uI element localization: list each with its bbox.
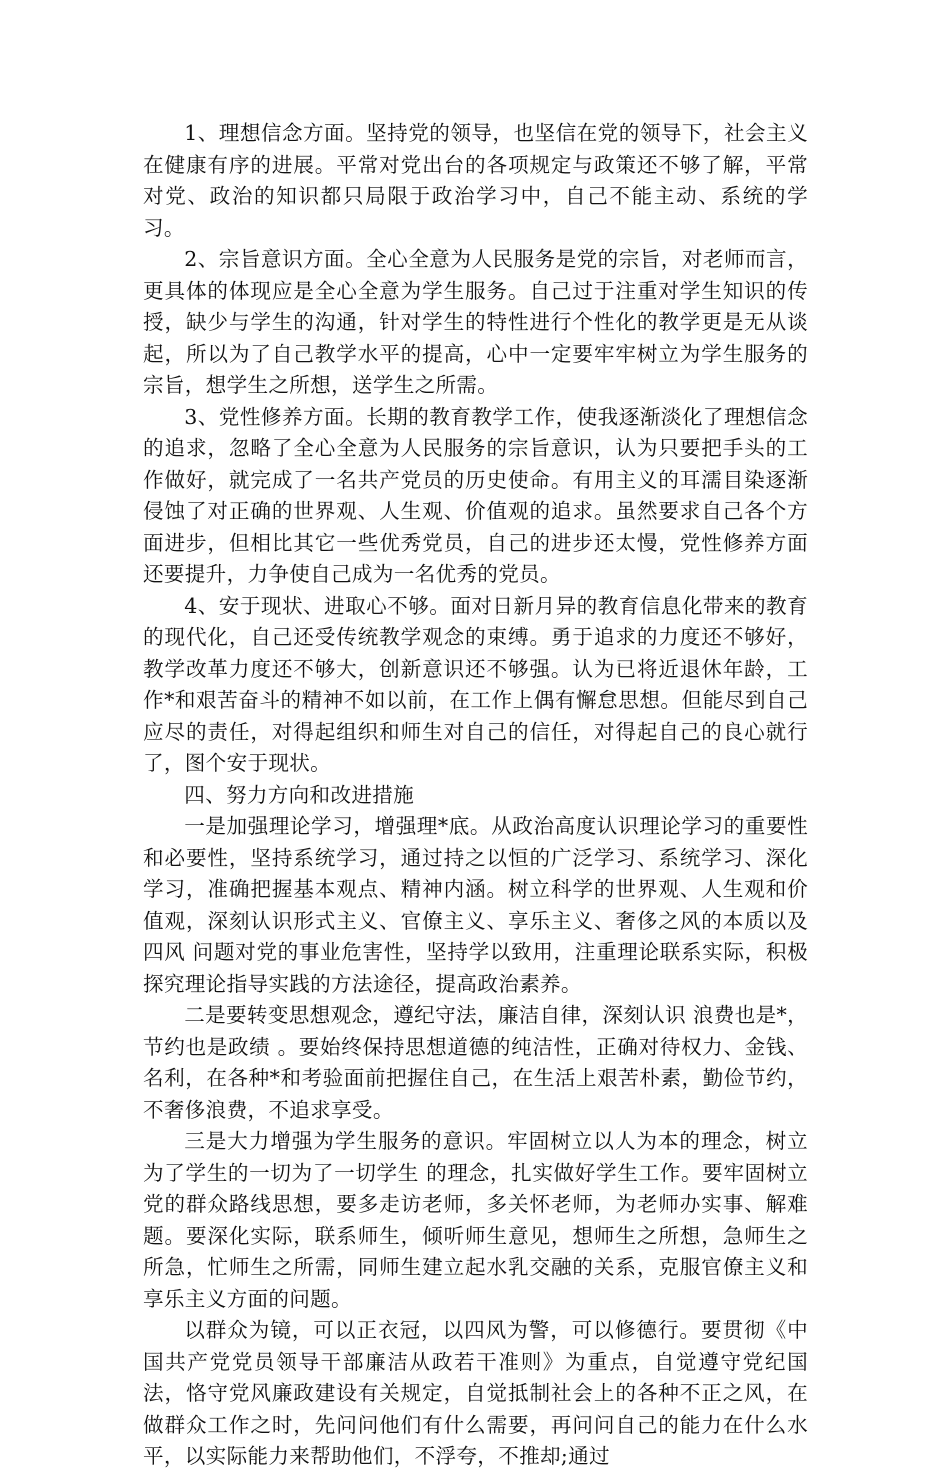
- paragraph-purpose-awareness: 2、宗旨意识方面。全心全意为人民服务是党的宗旨，对老师而言，更具体的体现应是全心全意为学生服务。自己过于注重对学生知识的传授，缺少与学生的沟通，针对学生的特性进行个性化的教学更是无从谈起，所以为了自己教学水平的提高，心中一定要牢牢树立为学生服务的宗旨，想学生之所想，送学生之所需。: [143, 247, 808, 397]
- paragraph-party-spirit: 3、党性修养方面。长期的教育教学工作，使我逐渐淡化了理想信念的追求，忽略了全心全意为人民服务的宗旨意识，认为只要把手头的工作做好，就完成了一名共产党员的历史使命。有用主义的耳濡目染逐渐侵蚀了对正确的世界观、人生观、价值观的追求。虽然要求自己各个方面进步，但相比其它一些优秀党员，自己的进步还太慢，党性修养方面还要提升，力争使自己成为一名优秀的党员。: [143, 404, 808, 586]
- paragraph-ideals-faith: 1、理想信念方面。坚持党的领导，也坚信在党的领导下，社会主义在健康有序的进展。平常对党出台的各项规定与政策还不够了解，平常对党、政治的知识都只局限于政治学习中，自己不能主动、系统的学习。: [143, 121, 808, 240]
- paragraph-theory-study: 一是加强理论学习，增强理*底。从政治高度认识理论学习的重要性和必要性，坚持系统学习，通过持之以恒的广泛学习、系统学习、深化学习，准确把握基本观点、精神内涵。树立科学的世界观、人生观和价值观，深刻认识形式主义、官僚主义、享乐主义、奢侈之风的本质以及 四风 问题对党的事业危害性，坚持学以致用，注重理论联系实际，积极探究理论指导实践的方法途径，提高政治素养。: [143, 814, 808, 996]
- paragraph-mindset-change: 二是要转变思想观念，遵纪守法，廉洁自律，深刻认识 浪费也是*，节约也是政绩 。要始终保持思想道德的纯洁性，正确对待权力、金钱、名利，在各种*和考验面前把握住自己，在生活上艰苦朴素，勤俭节约，不奢侈浪费，不追求享受。: [143, 1003, 808, 1122]
- paragraph-serve-students: 三是大力增强为学生服务的意识。牢固树立以人为本的理念，树立 为了学生的一切为了一切学生 的理念，扎实做好学生工作。要牢固树立党的群众路线思想，要多走访老师，多关怀老师，为老师办实事、解难题。要深化实际，联系师生，倾听师生意见，想师生之所想，急师生之所急，忙师生之所需，同师生建立起水乳交融的关系，克服官僚主义和享乐主义方面的问题。: [143, 1129, 808, 1311]
- paragraph-mass-mirror: 以群众为镜，可以正衣冠，以四风为警，可以修德行。要贯彻《中国共产党党员领导干部廉洁从政若干准则》为重点，自觉遵守党纪国法，恪守党风廉政建设有关规定，自觉抵制社会上的各种不正之风，在做群众工作之时，先问问他们有什么需要，再问问自己的能力在什么水平，以实际能力来帮助他们，不浮夸，不推却;通过: [143, 1318, 808, 1468]
- section-heading-improvement: 四、努力方向和改进措施: [184, 782, 415, 807]
- paragraph-complacency: 4、安于现状、进取心不够。面对日新月异的教育信息化带来的教育的现代化，自己还受传统教学观念的束缚。勇于追求的力度还不够好，教学改革力度还不够大，创新意识还不够强。认为已将近退休年龄，工作*和艰苦奋斗的精神不如以前，在工作上偶有懈怠思想。但能尽到自己应尽的责任，对得起组织和师生对自己的信任，对得起自己的良心就行了，图个安于现状。: [143, 593, 808, 775]
- document-body: [143, 118, 808, 1473]
